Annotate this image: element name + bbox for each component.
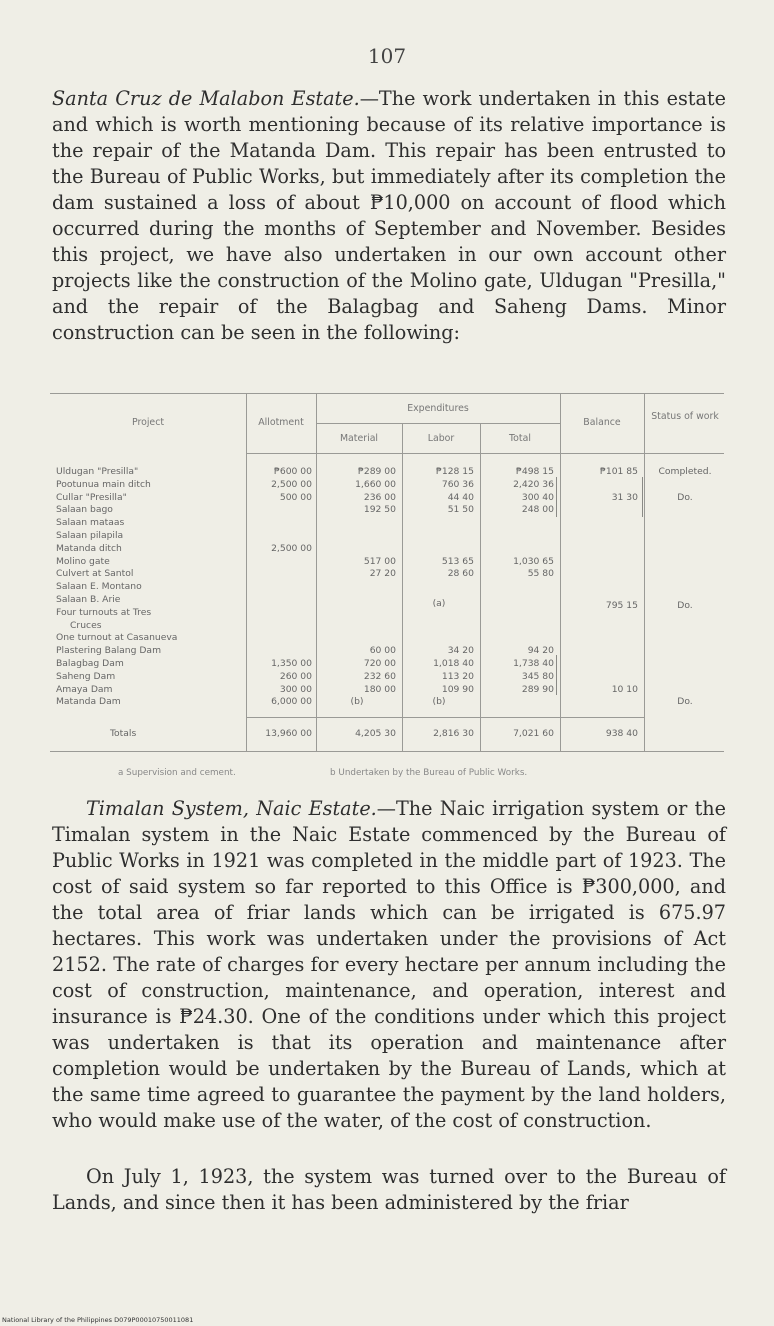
turnover-paragraph xyxy=(52,1164,726,1216)
naic-body: —The Naic irrigation system or the Timalan system in the Naic Estate commenced by the Bureau of Public Works in 1921 was completed in the middle part of 1923. The cost of said system so far reported to this Office is ₱300,000, and the total area of friar lands which can be irrigated is 675.97 hectares. This work was undertaken under the provisions of Act 2152. The rate of charges for every hectare per annum including the cost of construction, maintenance, and operation, interest and insurance is ₱24.30. One of the conditions under which this project was undertaken is that its operation and maintenance after completion would be undertaken by the Bureau of Lands, which at the same time agreed to guarantee the payment by the land holders, who would make use of the water, of the cost of construction. xyxy=(52,797,726,1132)
cell-project: Salaan B. Arie xyxy=(56,595,121,605)
cell-labor: 109 90 xyxy=(441,683,474,695)
header-bottom-rule xyxy=(246,453,724,454)
cell-balance: 10 10 xyxy=(611,683,638,695)
naic-lead: Timalan System, Naic Estate. xyxy=(86,797,377,820)
cell-allotment: 2,500 00 xyxy=(271,478,312,490)
totals-labor: 2,816 30 xyxy=(433,728,474,739)
header-labor: Labor xyxy=(427,433,455,444)
cell-total: 289 90 xyxy=(521,683,554,695)
cell-total: 345 80 xyxy=(521,670,554,682)
cell-total: 300 40 xyxy=(521,491,554,503)
header-status: Status of work xyxy=(651,411,719,422)
cell-material: 27 20 xyxy=(369,568,396,580)
col-rule xyxy=(644,393,645,751)
cell-labor: ₱128 15 xyxy=(436,466,474,477)
cell-material: (b) xyxy=(350,696,364,708)
cell-total: 2,420 36 xyxy=(513,478,554,490)
header-material: Material xyxy=(339,433,379,444)
col-rule xyxy=(402,423,403,751)
cell-allotment: 2,500 00 xyxy=(271,542,312,554)
cell-total: 55 80 xyxy=(527,568,554,580)
cell-material: 232 60 xyxy=(363,670,396,682)
cell-allotment: ₱600 00 xyxy=(274,466,312,477)
cell-total: 94 20 xyxy=(527,645,554,657)
cell-labor: (a) xyxy=(432,598,446,609)
cell-project: Culvert at Santol xyxy=(56,569,134,579)
header-project: Project xyxy=(131,417,165,428)
footnote-b: b Undertaken by the Bureau of Public Works. xyxy=(330,768,528,778)
cell-balance: ₱101 85 xyxy=(600,466,638,477)
cell-labor: 760 36 xyxy=(441,478,474,490)
totals-balance: 938 40 xyxy=(605,728,638,739)
cell-status: Do. xyxy=(677,491,693,503)
group-bracket xyxy=(556,477,557,517)
cell-project: Pootunua main ditch xyxy=(56,479,151,490)
expenditures-subrule xyxy=(316,423,560,424)
cell-project: Balagbag Dam xyxy=(56,659,124,669)
cell-material: 236 00 xyxy=(363,491,396,503)
cell-project: Uldugan "Presilla" xyxy=(56,467,139,477)
intro-body: —The work undertaken in this estate and which is worth mentioning because of its relative importance is the repair of the Matanda Dam. This repair has been entrusted to the Bureau of Public Works, but immediately after its completion the dam sustained a loss of about ₱10,000 on account of flood which occurred during the months of September and November. Besides this project, we have also undertaken in our own account other projects like the construction of the Molino gate, Uldugan "Presilla," and the repair of the Balagbag and Saheng Dams. Minor construction can be seen in the following: xyxy=(52,87,727,344)
cell-project: Salaan mataas xyxy=(56,518,125,528)
cell-material: 517 00 xyxy=(363,555,396,567)
cell-status: Do. xyxy=(677,600,693,611)
col-rule xyxy=(246,393,247,751)
cell-project: One turnout at Casanueva xyxy=(56,633,178,643)
table-bottom-rule xyxy=(50,751,724,752)
header-allotment: Allotment xyxy=(258,417,304,428)
cell-project: Molino gate xyxy=(56,556,110,567)
group-bracket xyxy=(642,477,643,517)
cell-allotment: 1,350 00 xyxy=(271,658,312,669)
turnover-body: On July 1, 1923, the system was turned over to the Bureau of Lands, and since then it has been administered by the friar xyxy=(52,1165,726,1214)
header-balance: Balance xyxy=(583,417,621,428)
col-rule xyxy=(560,393,561,751)
cell-status: Do. xyxy=(677,696,693,708)
cell-project: Salaan E. Montano xyxy=(56,582,142,592)
cell-project: Saheng Dam xyxy=(56,671,116,682)
col-rule xyxy=(316,393,317,751)
totals-allotment: 13,960 00 xyxy=(265,728,312,739)
cell-labor: 1,018 40 xyxy=(433,658,474,669)
cell-balance: 795 15 xyxy=(605,600,638,611)
cell-material: 192 50 xyxy=(363,504,396,516)
totals-total: 7,021 60 xyxy=(513,728,554,739)
cell-project: Cruces xyxy=(70,620,102,631)
header-total: Total xyxy=(509,433,531,444)
intro-lead: Santa Cruz de Malabon Estate. xyxy=(52,87,360,110)
cell-material: 720 00 xyxy=(363,658,396,669)
cell-status: Completed. xyxy=(658,466,712,477)
header-expenditures: Expenditures xyxy=(407,403,469,414)
col-rule xyxy=(480,423,481,751)
totals-top-rule xyxy=(246,717,644,718)
group-bracket xyxy=(556,655,557,695)
cell-project: Matanda ditch xyxy=(56,543,122,554)
intro-paragraph xyxy=(52,86,726,346)
footnote-a: a Supervision and cement. xyxy=(118,768,236,778)
naic-paragraph xyxy=(52,796,726,1134)
cell-labor: 28 60 xyxy=(447,568,474,580)
cell-project: Salaan pilapila xyxy=(56,531,124,541)
cell-allotment: 6,000 00 xyxy=(271,696,312,708)
cell-allotment: 500 00 xyxy=(279,491,312,503)
cell-labor: 513 65 xyxy=(441,555,474,567)
cell-project: Amaya Dam xyxy=(56,684,113,695)
cell-labor: 44 40 xyxy=(447,491,474,503)
cell-material: 60 00 xyxy=(369,645,396,657)
cell-labor: 51 50 xyxy=(447,504,474,516)
cell-project: Four turnouts at Tres xyxy=(56,607,152,618)
cell-project: Plastering Balang Dam xyxy=(56,646,162,656)
scan-credit: National Library of the Philippines D079P00010750011081 xyxy=(2,1316,194,1324)
cell-project: Matanda Dam xyxy=(56,697,121,707)
cell-total: ₱498 15 xyxy=(516,466,554,477)
cell-labor: 34 20 xyxy=(447,645,474,657)
cell-project: Cullar "Presilla" xyxy=(56,492,127,503)
cell-material: 1,660 00 xyxy=(355,478,396,490)
cell-project: Salaan bago xyxy=(56,505,113,515)
page-number: 107 xyxy=(367,44,407,68)
totals-material: 4,205 30 xyxy=(355,728,396,739)
table-top-rule xyxy=(50,393,724,394)
totals-label: Totals xyxy=(110,728,137,739)
cell-labor: 113 20 xyxy=(441,670,474,682)
cell-total: 1,030 65 xyxy=(513,555,554,567)
cell-material: 180 00 xyxy=(363,683,396,695)
cell-balance: 31 30 xyxy=(611,491,638,503)
expenditure-table xyxy=(50,393,724,753)
cell-allotment: 300 00 xyxy=(279,683,312,695)
cell-labor: (b) xyxy=(432,696,446,708)
cell-material: ₱289 00 xyxy=(358,466,396,477)
cell-total: 248 00 xyxy=(521,504,554,516)
cell-total: 1,738 40 xyxy=(513,658,554,669)
cell-allotment: 260 00 xyxy=(279,670,312,682)
